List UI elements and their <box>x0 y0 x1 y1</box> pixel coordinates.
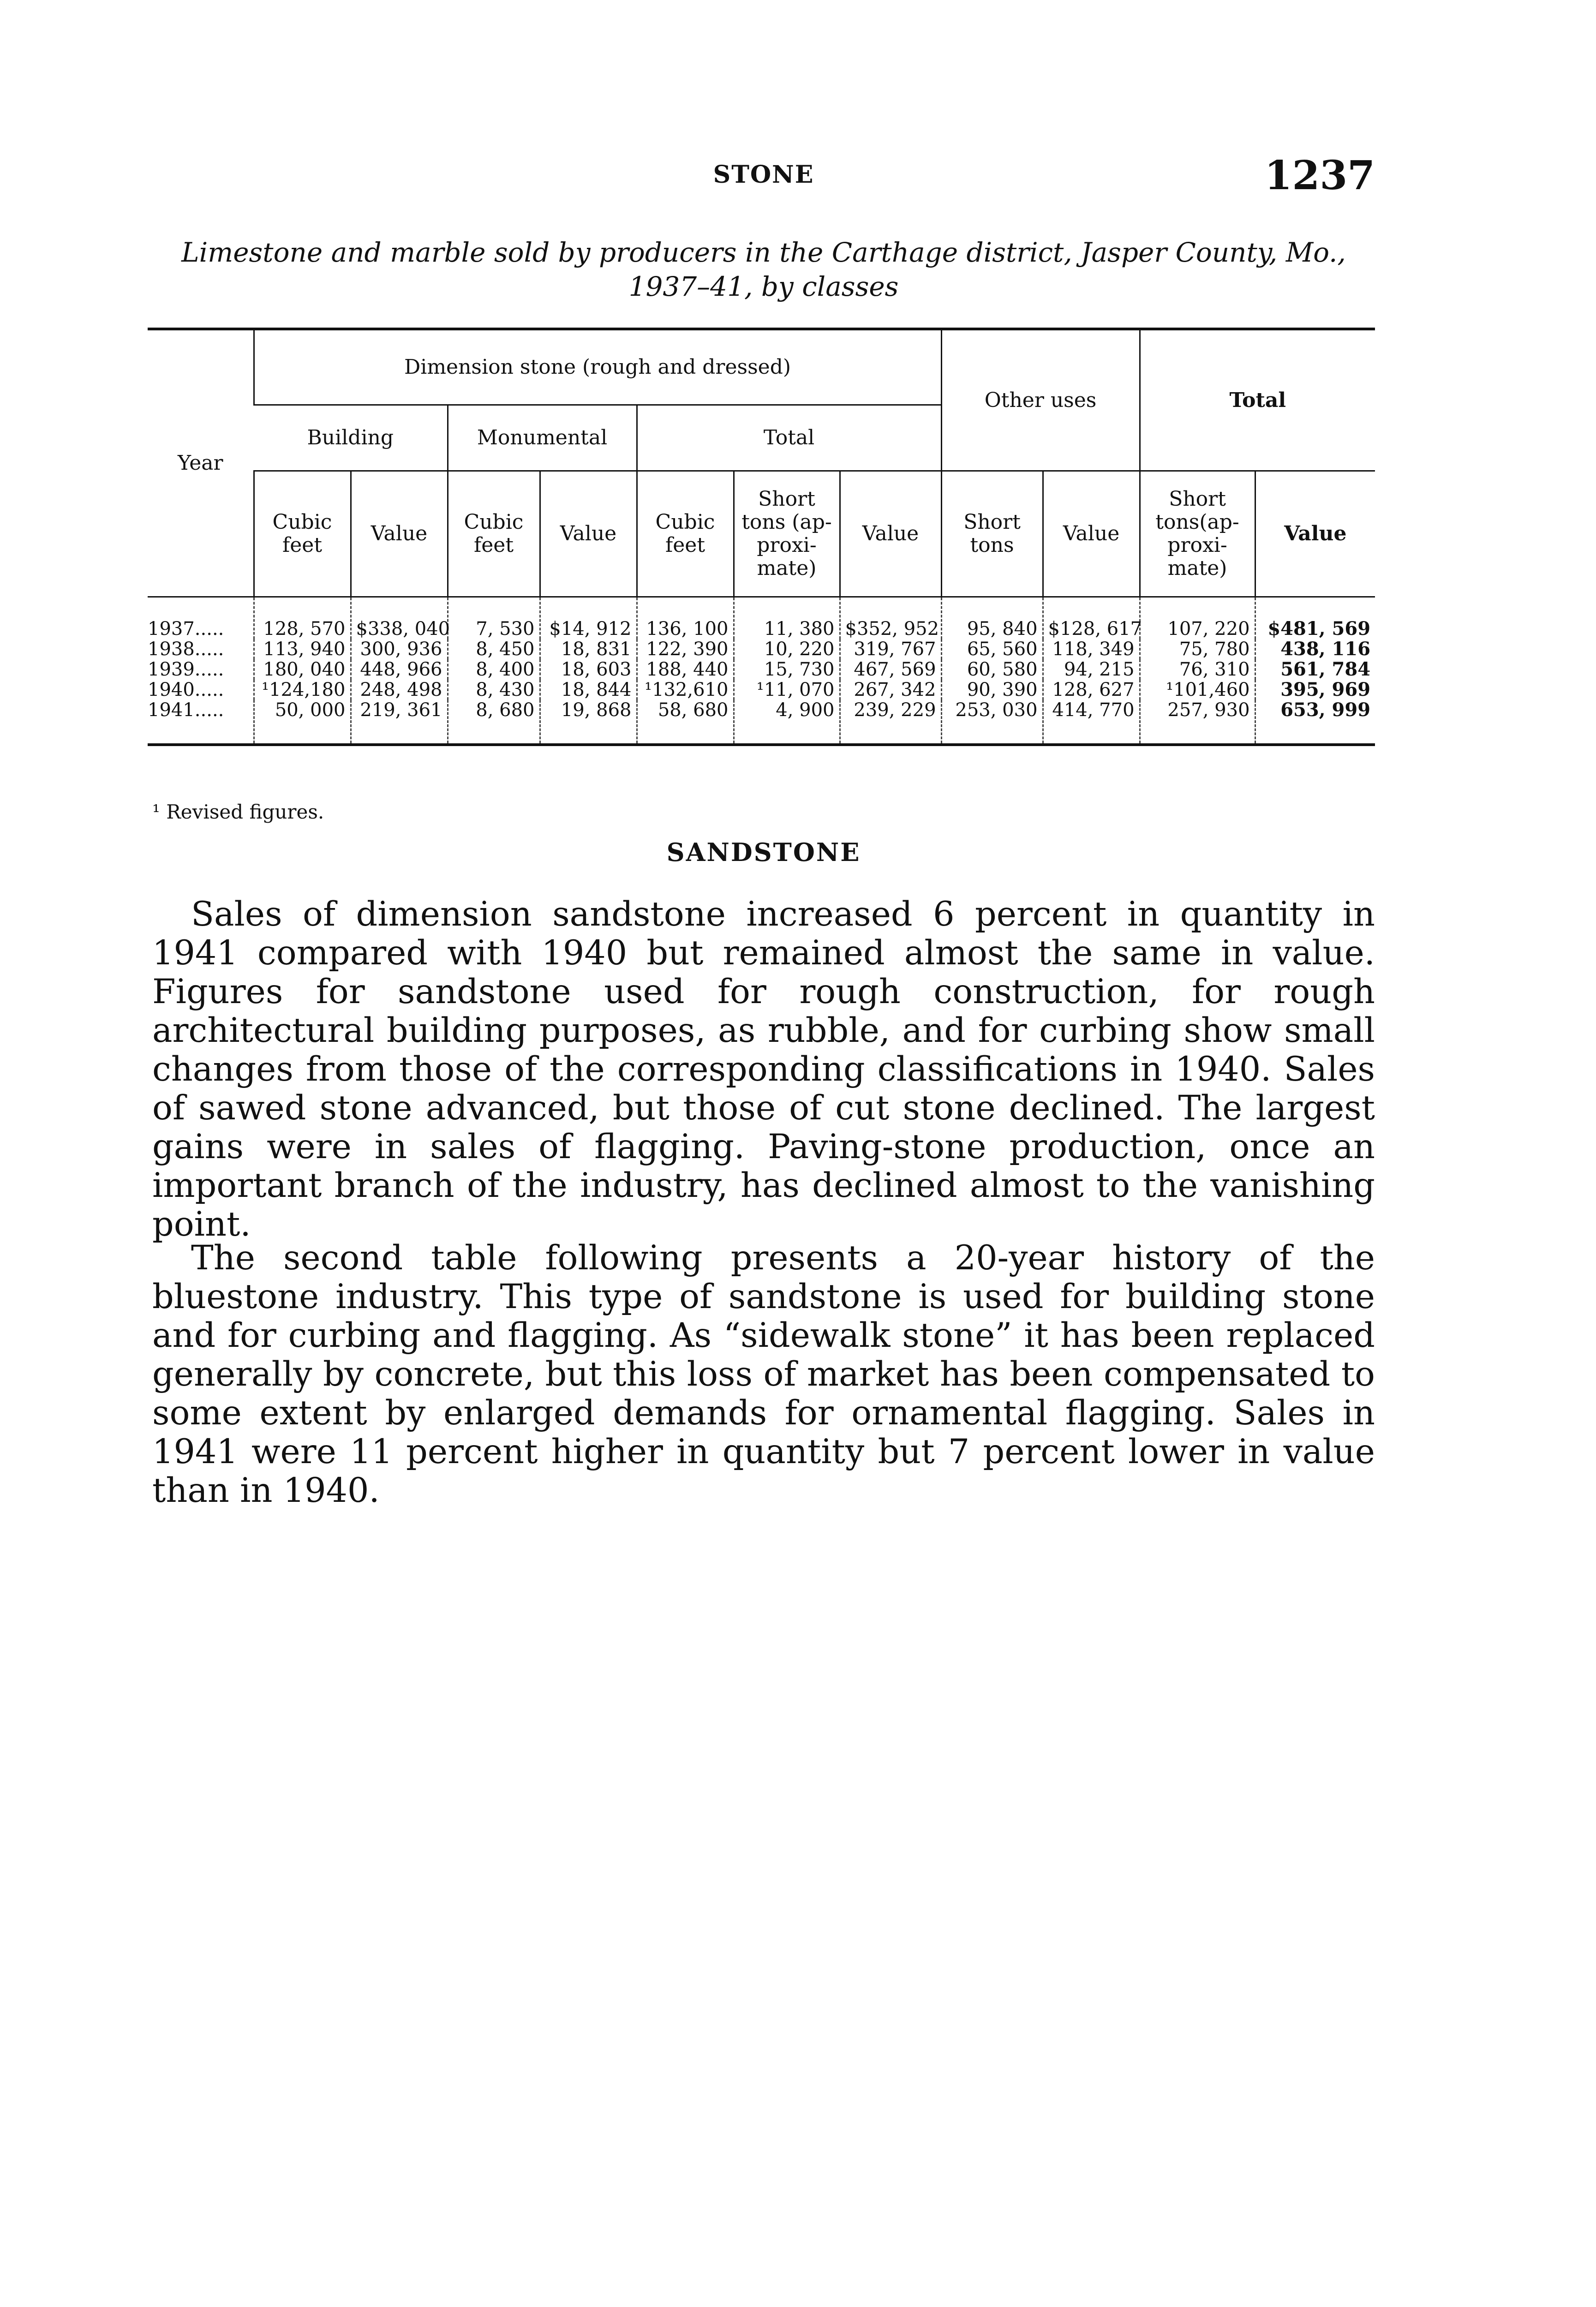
cell-building-value: 448, 966 <box>351 659 448 680</box>
section-heading: SANDSTONE <box>666 837 861 867</box>
header-grand-short-tons: Short tons(ap-proxi-mate) <box>1140 471 1255 597</box>
table-row <box>148 659 1375 680</box>
header-building-value: Value <box>351 471 448 597</box>
cell-building-cubic-feet: 180, 040 <box>254 659 351 680</box>
cell-building-cubic-feet: 128, 570 <box>254 597 351 640</box>
cell-monumental-value: 19, 868 <box>540 700 637 745</box>
header-total: Total <box>1140 329 1375 471</box>
cell-grand-short-tons: 76, 310 <box>1140 659 1255 680</box>
cell-total-value: 467, 569 <box>840 659 941 680</box>
cell-monumental-cubic-feet: 8, 450 <box>448 639 540 659</box>
body-paragraph-2: The second table following presents a 20-year history of the bluestone industry. This type of sandstone is used for building stone and for curbing and flagging. As “sidewalk stone” it has been replaced generally by concrete, but this loss of market has been compensated to some extent by enlarged demands for ornamental flagging. Sales in 1941 were 11 percent higher in quantity but 7 percent lower in value than in 1940. <box>152 1238 1375 1510</box>
table-row <box>148 597 1375 640</box>
caption-line-1: Limestone and marble sold by producers in the Carthage district, Jasper County, Mo., <box>181 237 1346 268</box>
table-footnote: ¹ Revised figures. <box>152 801 324 823</box>
limestone-marble-table <box>148 328 1375 746</box>
cell-grand-short-tons: 107, 220 <box>1140 597 1255 640</box>
cell-year: 1937..... <box>148 618 224 640</box>
cell-other-value: 94, 215 <box>1043 659 1140 680</box>
header-dimension-total: Total <box>637 405 941 471</box>
header-total-value: Value <box>840 471 941 597</box>
cell-building-cubic-feet: 113, 940 <box>254 639 351 659</box>
cell-building-cubic-feet: 50, 000 <box>254 700 351 745</box>
cell-building-value: 219, 361 <box>351 700 448 745</box>
cell-monumental-cubic-feet: 8, 400 <box>448 659 540 680</box>
cell-monumental-value: $14, 912 <box>540 597 637 640</box>
cell-grand-value: $481, 569 <box>1255 597 1375 640</box>
cell-total-short-tons: 15, 730 <box>734 659 840 680</box>
cell-total-cubic-feet: 136, 100 <box>637 597 734 640</box>
cell-grand-value: 561, 784 <box>1255 659 1375 680</box>
cell-other-value: $128, 617 <box>1043 597 1140 640</box>
table-row <box>148 639 1375 659</box>
cell-grand-value: 438, 116 <box>1255 639 1375 659</box>
cell-total-cubic-feet: 122, 390 <box>637 639 734 659</box>
cell-other-short-tons: 90, 390 <box>941 680 1043 700</box>
cell-monumental-value: 18, 603 <box>540 659 637 680</box>
header-monumental-value: Value <box>540 471 637 597</box>
header-other-value: Value <box>1043 471 1140 597</box>
page-number: 1237 <box>1264 152 1375 199</box>
cell-total-value: 319, 767 <box>840 639 941 659</box>
header-grand-value: Value <box>1255 471 1375 597</box>
cell-monumental-value: 18, 831 <box>540 639 637 659</box>
cell-year: 1941..... <box>148 699 224 721</box>
cell-other-value: 118, 349 <box>1043 639 1140 659</box>
cell-other-short-tons: 65, 560 <box>941 639 1043 659</box>
cell-total-value: $352, 952 <box>840 597 941 640</box>
cell-total-short-tons: 10, 220 <box>734 639 840 659</box>
cell-total-value: 267, 342 <box>840 680 941 700</box>
cell-total-cubic-feet: 58, 680 <box>637 700 734 745</box>
header-total-cubic-feet: Cubic feet <box>637 471 734 597</box>
running-head <box>152 152 1375 198</box>
cell-year: 1938..... <box>148 639 224 660</box>
cell-year: 1939..... <box>148 659 224 680</box>
cell-total-cubic-feet: ¹132,610 <box>637 680 734 700</box>
cell-monumental-cubic-feet: 8, 680 <box>448 700 540 745</box>
cell-monumental-cubic-feet: 8, 430 <box>448 680 540 700</box>
header-other-uses: Other uses <box>941 329 1140 471</box>
cell-other-short-tons: 60, 580 <box>941 659 1043 680</box>
cell-total-short-tons: 11, 380 <box>734 597 840 640</box>
table-row <box>148 680 1375 700</box>
cell-other-value: 128, 627 <box>1043 680 1140 700</box>
cell-monumental-cubic-feet: 7, 530 <box>448 597 540 640</box>
cell-building-value: $338, 040 <box>351 597 448 640</box>
cell-grand-short-tons: 75, 780 <box>1140 639 1255 659</box>
cell-total-short-tons: 4, 900 <box>734 700 840 745</box>
caption-line-2: 1937–41, by classes <box>628 271 899 302</box>
cell-total-value: 239, 229 <box>840 700 941 745</box>
table-caption <box>152 235 1375 304</box>
cell-grand-value: 395, 969 <box>1255 680 1375 700</box>
header-monumental-cubic-feet: Cubic feet <box>448 471 540 597</box>
header-building-cubic-feet: Cubic feet <box>254 471 351 597</box>
cell-monumental-value: 18, 844 <box>540 680 637 700</box>
cell-total-short-tons: ¹11, 070 <box>734 680 840 700</box>
cell-total-cubic-feet: 188, 440 <box>637 659 734 680</box>
table-row <box>148 700 1375 745</box>
cell-other-short-tons: 95, 840 <box>941 597 1043 640</box>
header-year: Year <box>148 329 254 597</box>
cell-year: 1940..... <box>148 679 224 700</box>
cell-building-cubic-feet: ¹124,180 <box>254 680 351 700</box>
table-container <box>148 328 1375 746</box>
header-monumental: Monumental <box>448 405 637 471</box>
header-other-short-tons: Short tons <box>941 471 1043 597</box>
cell-other-short-tons: 253, 030 <box>941 700 1043 745</box>
header-dimension-stone: Dimension stone (rough and dressed) <box>254 329 941 405</box>
body-paragraph-1: Sales of dimension sandstone increased 6 percent in quantity in 1941 compared with 1940 but remained almost the same in value. Figures for sandstone used for rough construction, for rough architectural building purposes, as rubble, and for curbing show small changes from those of the corresponding classifications in 1940. Sales of sawed stone advanced, but those of cut stone declined. The largest gains were in sales of flagging. Paving-stone production, once an important branch of the industry, has declined almost to the vanishing point. <box>152 895 1375 1244</box>
cell-grand-value: 653, 999 <box>1255 700 1375 745</box>
cell-other-value: 414, 770 <box>1043 700 1140 745</box>
running-title: STONE <box>713 161 814 189</box>
header-total-short-tons: Short tons (ap-proxi-mate) <box>734 471 840 597</box>
cell-grand-short-tons: 257, 930 <box>1140 700 1255 745</box>
cell-building-value: 248, 498 <box>351 680 448 700</box>
cell-building-value: 300, 936 <box>351 639 448 659</box>
cell-grand-short-tons: ¹101,460 <box>1140 680 1255 700</box>
header-building: Building <box>254 405 448 471</box>
